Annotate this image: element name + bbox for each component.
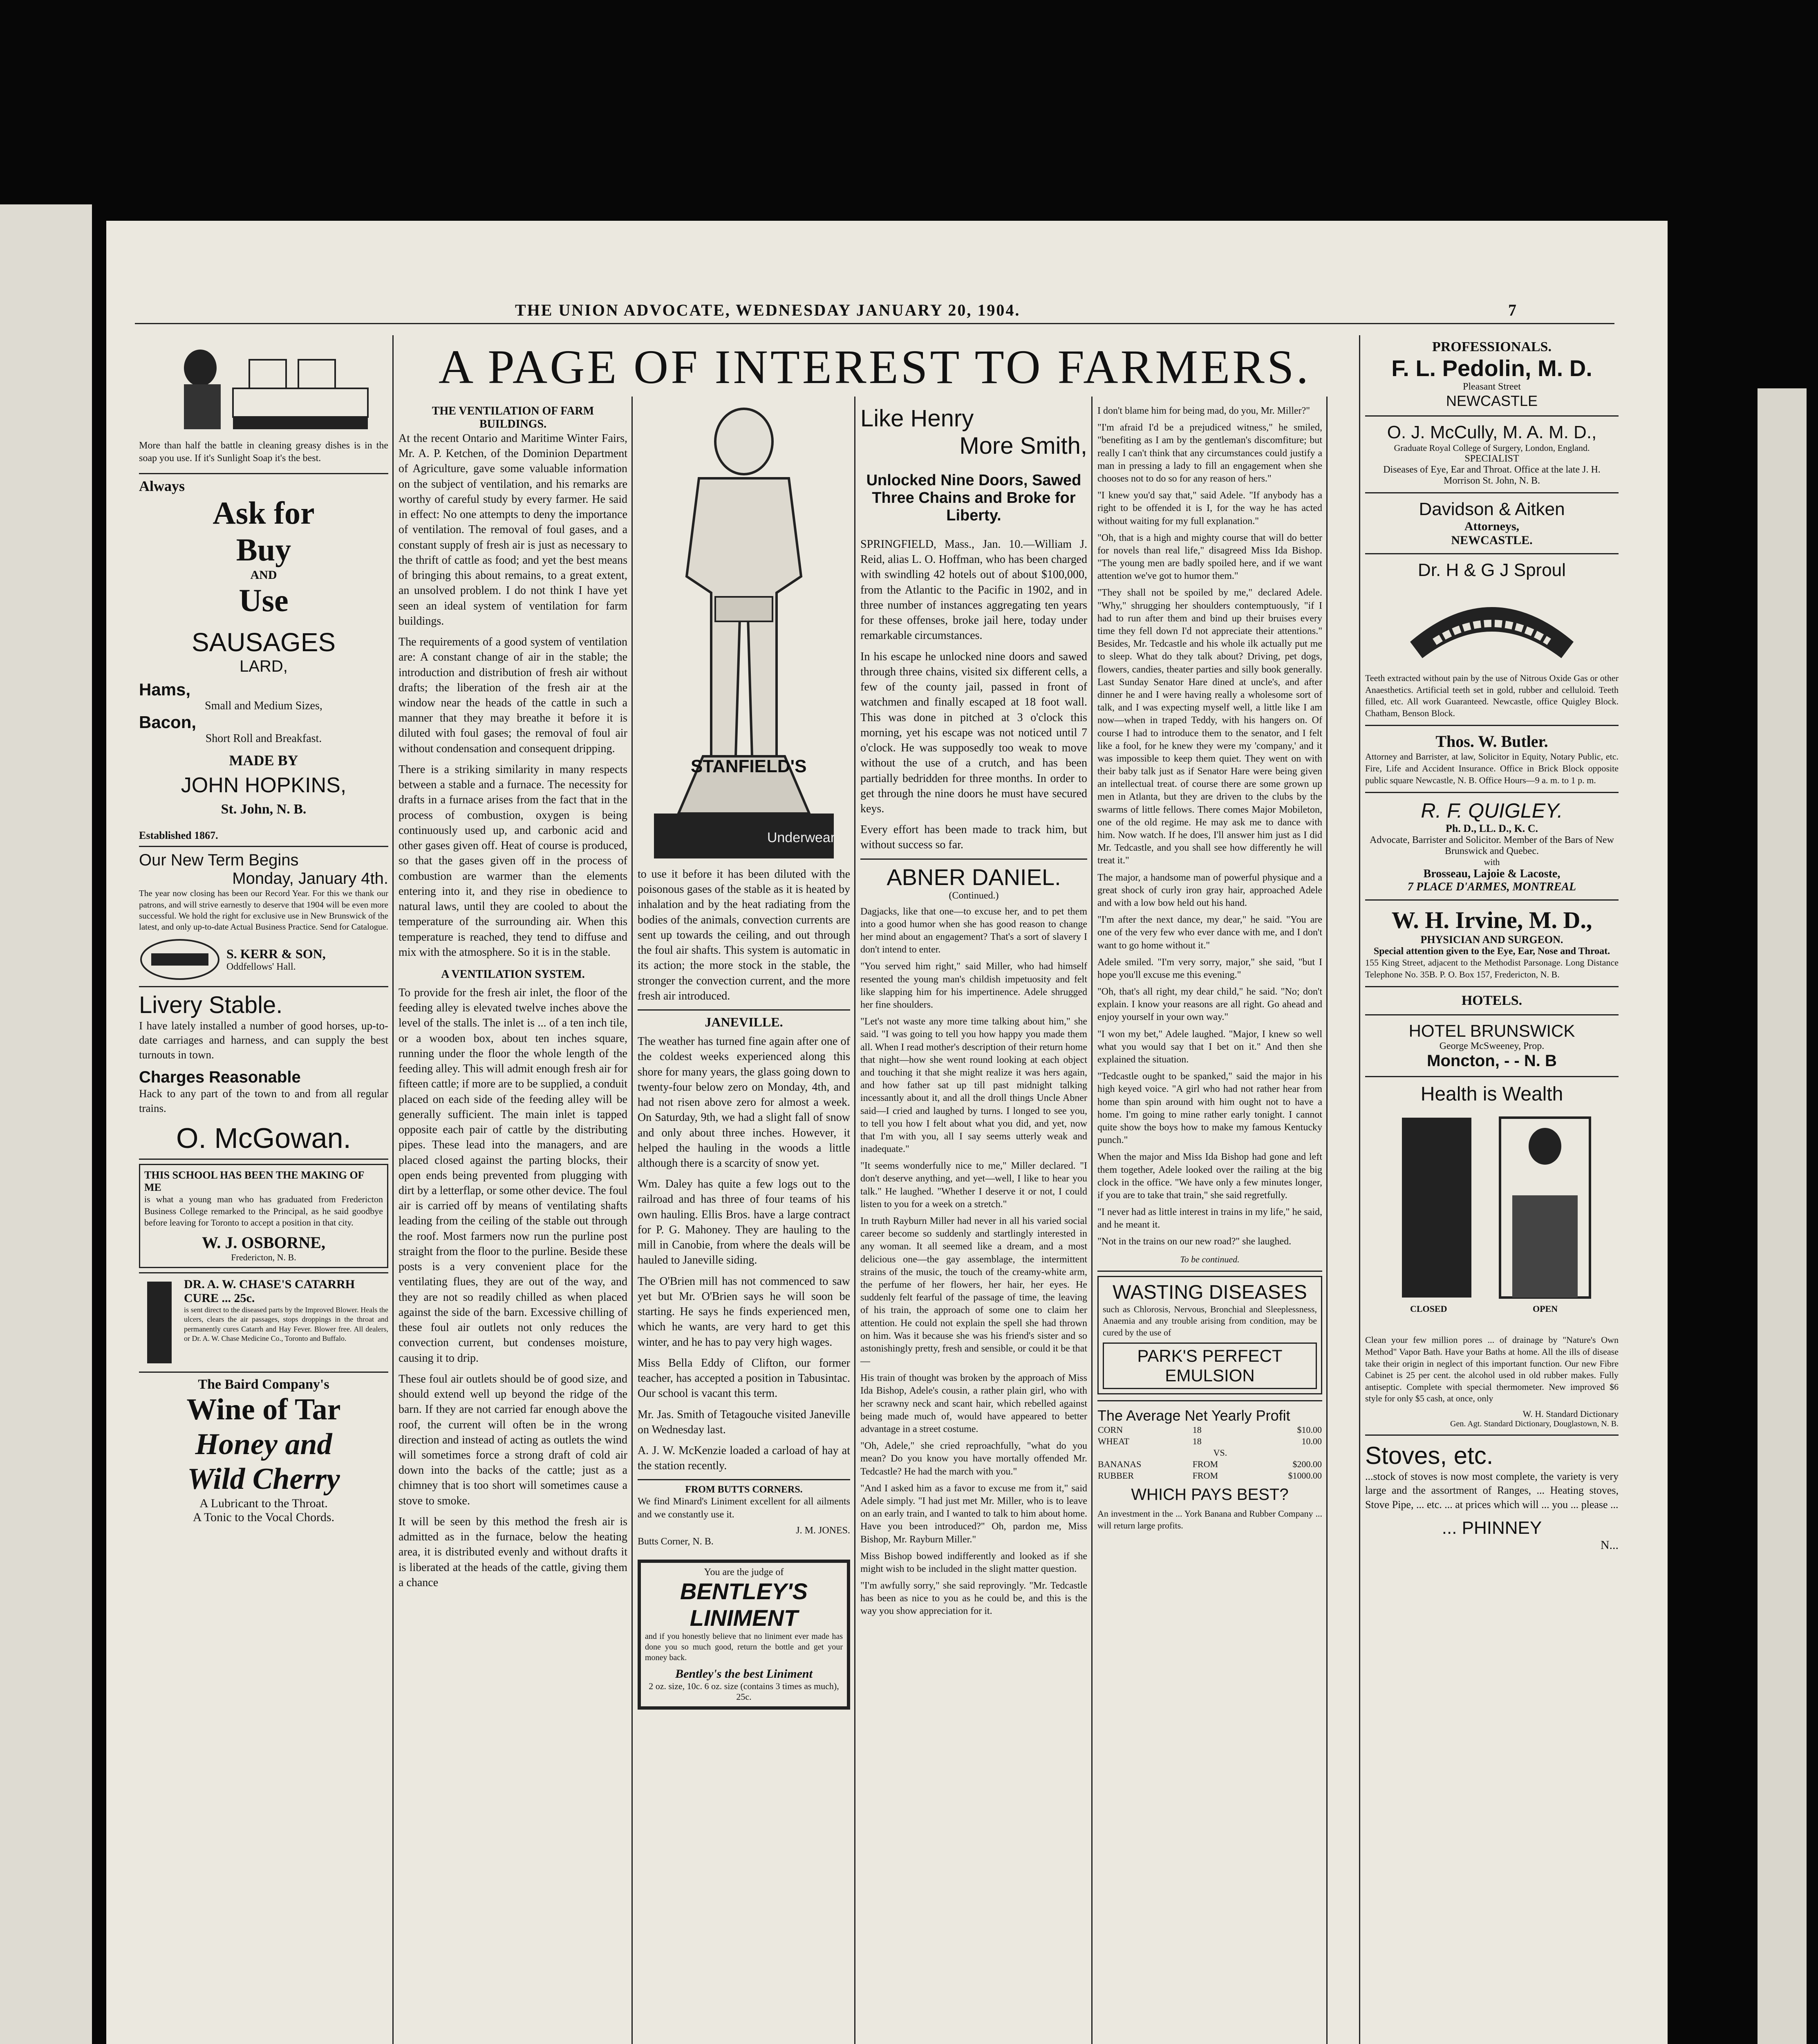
- profit-cell: 10.00: [1301, 1436, 1322, 1447]
- stoves-name: ... PHINNEY: [1442, 1517, 1542, 1538]
- kerr-block: [139, 937, 388, 982]
- hotels-heading: HOTELS.: [1461, 993, 1522, 1009]
- col-rule-3: [854, 397, 855, 2044]
- serial-sub: (Continued.): [949, 890, 999, 901]
- serial-p5: "You served him right," said Miller, who had himself resented the young man's childish impetuosity and felt like slapping him for his impertinence. Adele shrugged her fine shoulders.: [860, 961, 1087, 1010]
- profit-cell: RUBBER: [1098, 1470, 1134, 1481]
- newspaper-page: [106, 221, 1668, 2044]
- ventilation-heading: THE VENTILATION OF FARM BUILDINGS.: [432, 405, 594, 430]
- divider: [139, 1159, 388, 1160]
- profit-cell: CORN: [1098, 1425, 1123, 1435]
- table-row: [1097, 1470, 1322, 1481]
- col-rule-4: [1091, 397, 1093, 2044]
- story-c-p1: I don't blame him for being mad, do you, Mr. Miller?": [1097, 406, 1310, 416]
- underwear-illustration: [638, 405, 850, 863]
- divider: [1365, 492, 1619, 493]
- profit-cell: FROM: [1192, 1470, 1218, 1481]
- blower-illustration: [139, 1278, 180, 1367]
- janeville-heading: JANEVILLE.: [705, 1015, 783, 1030]
- vent-p2: The requirements of a good system of ventilation are: A constant change of air in the stable; the introduction and distribution of fresh air without drafts; the liberation of the fresh air at the window near the heads of the cattle in such a manner that they may breathe it before it is diluted with foul gases; the removal of foul air without condensation and consequent dripping.: [399, 636, 627, 755]
- hams: Hams,: [139, 680, 191, 699]
- divider: [139, 1372, 388, 1373]
- mccully-name: O. J. McCully, M. A. M. D.,: [1387, 422, 1597, 442]
- table-row: [1097, 1459, 1322, 1470]
- sunlight-text: More than half the battle in cleaning greasy dishes is in the soap you use. If it's Sunlight Soap it's the best.: [139, 440, 388, 464]
- kerr-name: S. KERR & SON,: [226, 946, 326, 961]
- washing-woman-illustration: [139, 335, 384, 437]
- butts-text: We find Minard's Liniment excellent for all ailments and we constantly use it.: [638, 1496, 850, 1520]
- col-rule-2: [631, 397, 633, 2044]
- story-p2: In his escape he unlocked nine doors and sawed through three chains, visited six different cells, a few of the county jail, passed in front of watchmen and finally escaped at 18 foot wall. This was done in pitched at 3 o'clock this morning, yet his escape was not noticed until 7 o'clock. He was supposedly too weak to move without the use of a crutch, and has been partially bedridden for three months. In order to get through the nine doors he must have secured keys.: [860, 650, 1087, 815]
- profit-cell: [1248, 1447, 1322, 1459]
- to-be-continued: To be continued.: [1180, 1254, 1240, 1264]
- butts-heading: FROM BUTTS CORNERS.: [685, 1484, 803, 1495]
- school-title: THIS SCHOOL HAS BEEN THE MAKING OF ME: [144, 1169, 364, 1194]
- chase-text: is sent direct to the diseased parts by the Improved Blower. Heals the ulcers, clears the air passages, stops droppings in the throat and permanently cures Catarrh and Hay Fever. Blower free. All dealers, or Dr. A. W. Chase Medicine Co., Toronto and Buffalo.: [184, 1305, 388, 1343]
- disease-title: WASTING DISEASES: [1113, 1281, 1307, 1303]
- health-text: Clean your few million pores ... of drainage by "Nature's Own Method" Vapor Bath. Have your Baths at home. All the ills of disease take their origin in neglect of this important function. Our new Fibre Cabinet is 25 per cent. the alcohol used in old rubber makes. Fully antiseptic. Complete with special thermometer. New improved $6 style for only $5 cash, at once, only: [1365, 1335, 1619, 1404]
- bath-cabinet-illustration: [1365, 1105, 1619, 1334]
- story-c-p9: "Oh, that's all right, my dear child," he said. "No; don't explain. I know your reasons are all right. Go ahead and enjoy yourself in your own way.": [1097, 986, 1322, 1023]
- lubricant: A Lubricant to the Throat.: [199, 1496, 328, 1510]
- divider: [1365, 725, 1619, 726]
- profit-cell: VS.: [1213, 1448, 1227, 1458]
- profit-cell: [1097, 1447, 1192, 1459]
- cabinet-image: [1365, 1105, 1619, 1318]
- bentley-price: 2 oz. size, 10c. 6 oz. size (contains 3 times as much), 25c.: [649, 1681, 839, 1702]
- serial-p8: In truth Rayburn Miller had never in all his varied social career become so suddenly and startlingly interested in any woman. It all seemed like a dream, and a most delicious one—the gay assemblage, the intermittent strains of the music, the touch of the creamy-white arm, the perfume of her flowers, her hair, her eyes. He suddenly felt fearful of the passage of time, the leaving of his train, the approach of some one to claim her attention. He could not explain the spell she had thrown on him. Was it because she was his friend's sister and so astonishingly pretty, fresh and sensible, or could it be that—: [860, 1216, 1087, 1367]
- story-title-2: More Smith,: [959, 433, 1087, 459]
- quigley-with: with: [1484, 857, 1500, 867]
- place-armes: 7 PLACE D'ARMES, MONTREAL: [1407, 881, 1576, 894]
- dentures-illustration: [1365, 580, 1619, 670]
- divider: [1365, 553, 1619, 554]
- table-row: [1097, 1424, 1322, 1436]
- maker-city: St. John, N. B.: [221, 802, 307, 817]
- story-title-1: Like Henry: [860, 405, 974, 432]
- page-banner: A PAGE OF INTEREST TO FARMERS.: [438, 340, 1311, 394]
- bacon-sub: Short Roll and Breakfast.: [205, 732, 322, 745]
- mcgowan: O. McGowan.: [176, 1122, 351, 1154]
- term-text: The year now closing has been our Record Year. For this we thank our patrons, and will strive earnestly to deserve that 1904 will be even more successful. We hold the right for exclusive use in New Brunswick of the latest, and only up-to-date Actual Business Practice. Send for Catalogue.: [139, 888, 389, 932]
- divider: [1365, 899, 1619, 901]
- serial-p4: Dagjacks, like that one—to excuse her, and to pet them into a good humor when she has good reason to change her mind about an engagement? That's a sort of slavery I don't intend to enter.: [860, 906, 1087, 955]
- bentley-text: and if you honestly believe that no liniment ever made has done you so much good, return the bottle and get your money back.: [645, 1632, 843, 1662]
- divider: [1097, 1271, 1322, 1272]
- irvine-title: PHYSICIAN AND SURGEON.: [1420, 934, 1563, 946]
- divider: [638, 1009, 850, 1011]
- made-by: MADE BY: [229, 752, 298, 769]
- profit-ad: [1097, 1407, 1322, 1531]
- story-c-p3: "I knew you'd say that," said Adele. "If anybody has a right to be offended it is I, for the way he has acted without waiting for my full explanation.": [1097, 490, 1322, 527]
- vent-p5: These foul air outlets should be of good size, and should extend well up beyond the ridge of the barn. If they are not carried far enough above the roof, the current will often be in the wrong direction and instead of acting as outlets the wind will sometimes force a strong draft of cold air down into the backs of the cattle; just as a chimney that is too short will sometimes cause a stove to smoke.: [399, 1372, 627, 1507]
- story-c-p12: When the major and Miss Ida Bishop had gone and left them together, Adele looked over the railing at the big clock in the office. "We have only a few minutes longer, if you are to take that train," she said regretfully.: [1097, 1152, 1322, 1201]
- brosseau: Brosseau, Lajoie & Lacoste,: [1423, 867, 1561, 881]
- sausages: SAUSAGES: [191, 628, 336, 657]
- stoves-text: ...stock of stoves is now most complete, the variety is very large and the assortment of Ranges, ... Heating stoves, Stove Pipe, ... etc. ... at prices which will ... you ... please ...: [1365, 1470, 1619, 1511]
- divider: [139, 1272, 388, 1273]
- mccully-sub: Graduate Royal College of Surgery, London, England.: [1394, 443, 1590, 453]
- vent-p3: There is a striking similarity in many respects between a stable and a furnace. The necessity for drafts in a furnace arises from the fact that in the process of combustion, oxygen is being continuously used up, and carbonic acid and other gases given off. Heat of course is produced, so that the gases given off in the process of combustion are warmer than the elements entering into it, and they rise in obedience to natural laws, until they are cooled to about the temperature of the surrounding air. When this temperature is reached, they tend to diffuse and mix with the atmosphere. So it is in the stable.: [399, 763, 627, 959]
- profit-cell: WHEAT: [1098, 1436, 1129, 1447]
- col-rule-1: [392, 335, 394, 2044]
- divider: [139, 986, 388, 987]
- butts-place: Butts Corner, N. B.: [638, 1536, 714, 1547]
- profit-table: [1097, 1424, 1322, 1481]
- ask-block: [139, 495, 388, 676]
- serial-p13: "I'm awfully sorry," she said reprovingly. "Mr. Tedcastle has been as nice to you as he could be, and this is the way you show appreciation for it.: [860, 1580, 1087, 1617]
- dealer-sub: Gen. Agt. Standard Dictionary, Douglastown, N. B.: [1450, 1419, 1619, 1428]
- story-c-p11: "Tedcastle ought to be spanked," said the major in his high keyed voice. "A girl who had not rather hear from home than spin around with him ought not to have a home. I'm going to mine rather early tonight. I cannot quite show the boys how to make my famous Kentucky punch.": [1097, 1071, 1322, 1146]
- specialist: SPECIALIST: [1464, 453, 1519, 464]
- story-c-p4: "Oh, that is a high and mighty course that will do better for novels than real life," disagreed Miss Ida Bishop. "The young men are badly spoiled here, and if we want attention we've got to humor them.": [1097, 532, 1322, 582]
- table-row: [1097, 1436, 1322, 1447]
- column-middle: [638, 405, 850, 1710]
- established: Established 1867.: [139, 829, 218, 842]
- story-c-p2: "I'm afraid I'd be a prejudiced witness," he smiled, "benefiting as I am by the gentleman's discomfiture; but really I can't think that any circumstances could justify a man in pressing a lady to fill an engagement when she chooses not to do so for any reason of hers.": [1097, 422, 1322, 484]
- open-label: OPEN: [1533, 1304, 1558, 1314]
- serial-p6: "Let's not waste any more time talking about him," she said. "I was going to tell you how happy you made them all. When I read mother's description of their return home that night—how she went round looking at each object and touching it that she might realize it was hers again, and how father sat up till past midnight talking incessantly about it, and all the droll things Uncle Abner said—I cried and laughed by turns. I longed to see you, to tell you how I felt about what you did, and yet, now that I'm with you, all I say seems utterly weak and inadequate.": [860, 1016, 1087, 1155]
- story-c-p6: The major, a handsome man of powerful physique and a great shock of curly iron gray hair, approached Adele and with a low bow held out his hand.: [1097, 872, 1322, 908]
- vent-p1: At the recent Ontario and Maritime Winter Fairs, Mr. A. P. Ketchen, of the Dominion Department of Agriculture, gave some valuable information on the subject of ventilation, and his remarks are worthy of careful study by every farmer. He said in effect: No one attempts to deny the importance of ventilation. The removal of foul gases, and a constant supply of fresh air is just as necessary to the thrift of cattle as food; and yet the best means of bringing this about remains, to a great extent, an unsolved problem. I do not think I have yet seen an ideal system of ventilation for farm buildings.: [399, 432, 627, 628]
- bentley-top: You are the judge of: [704, 1567, 784, 1578]
- baird-title: The Baird Company's: [198, 1376, 329, 1392]
- page-number: 7: [1508, 301, 1516, 319]
- column-ventilation: [399, 405, 627, 1596]
- story-p1: SPRINGFIELD, Mass., Jan. 10.—William J. Reid, alias L. O. Hoffman, who has been charged with swindling 42 hotels out of about $100,000, from the Atlantic to the Pacific in 1902, and in three number of instances aggregating ten years for these offenses, broke jail here, today under remarkable circumstances.: [860, 538, 1087, 642]
- buy: Buy: [236, 532, 291, 568]
- kerr-sub: Oddfellows' Hall.: [226, 961, 296, 972]
- butts-sign: J. M. JONES.: [796, 1525, 850, 1536]
- emulsion-ad: [1097, 1276, 1322, 1395]
- tonic: A Tonic to the Vocal Chords.: [193, 1510, 335, 1524]
- story-c-p13: "I never had as little interest in trains in my life," he said, and he meant it.: [1097, 1207, 1322, 1230]
- column-story-cont: [1097, 405, 1322, 1536]
- janeville-p5: Mr. Jas. Smith of Tetagouche visited Janeville on Wednesday last.: [638, 1408, 850, 1436]
- bentley-ad: [638, 1560, 850, 1710]
- story-c-p14: "Not in the trains on our new road?" she laughed.: [1097, 1236, 1292, 1247]
- dealer-name: W. H. Standard Dictionary: [1522, 1408, 1619, 1419]
- use: Use: [239, 583, 289, 619]
- butler-text: Attorney and Barrister, at law, Solicitor in Equity, Notary Public, etc. Fire, Life and Accident Insurance. Office in Brick Block opposite public square Newcastle, N. B. Office Hours—9 a. m. to 1 p. m.: [1365, 751, 1619, 785]
- term-date: Monday, January 4th.: [232, 870, 388, 888]
- serial-p10: "Oh, Adele," she cried reproachfully, "what do you mean? Do you know you have mortally offended Mr. Tedcastle? He had the march with you.": [860, 1441, 1087, 1477]
- and: AND: [250, 568, 277, 582]
- divider: [1365, 1076, 1619, 1077]
- underwear-ad: [638, 405, 850, 863]
- closed-label: CLOSED: [1410, 1304, 1447, 1314]
- school-sign: W. J. OSBORNE,: [202, 1233, 325, 1252]
- janeville-p4: Miss Bella Eddy of Clifton, our former teacher, has accepted a position in Tabusintac. Our school is vacant this term.: [638, 1356, 850, 1400]
- butler-name: Thos. W. Butler.: [1435, 732, 1548, 751]
- profit-cell: $1000.00: [1288, 1470, 1322, 1481]
- janeville-p3: The O'Brien mill has not commenced to saw yet but Mr. O'Brien says he will soon be starting. He says he finds experienced men, which he wants, are very hard to get this winter, and he has to pay very high wages.: [638, 1275, 850, 1349]
- story-c-p5: "They shall not be spoiled by me," declared Adele. "Why," shrugging her shoulders contemptuously, "if I had to run after them and bind up their bruises every time they fell down I'd not appreciate their attentions." Besides, Mr. Tedcastle and his whole ilk actually put me to sleep. What do they talk about? Driving, pet dogs, flowers, candies, theater parties and silly book generally. Last Sunday Senator Hare dined at uncle's, and after dinner he and I were having really a wholesome sort of talk, and I was expecting myself well, a little like I am now—when in traped Teddy, with his hangers on. Of course I had to introduce them to the senator, and I felt like a fool, for he knew they were my 'company,' and it was impossible to keep them quiet. They went on with their baby talk just as if Senator Hare were being given an intellectual treat. of course there are some grown up men in Atlanta, but they are driven to the clubs by the swarms of little fellows. There comes Major Mobileton, one of the old regime. He may ask me to dance with him. Now watch. If he does, I'll answer him just as I did Mr. Tedcastle, and you shall see how differently he will treat it.": [1097, 587, 1322, 866]
- irvine-special: Special attention given to the Eye, Ear, Nose and Throat.: [1373, 946, 1610, 957]
- profit-cell: FROM: [1192, 1459, 1218, 1470]
- pedolin-city: NEWCASTLE: [1446, 392, 1538, 409]
- moncton: Moncton, - - N. B: [1427, 1052, 1557, 1070]
- vent-p6: It will be seen by this method the fresh air is admitted as in the furnace, below the heating area, it is distributed evenly and without drafts it is liberated at the heads of the cattle, giving them a chance: [399, 1515, 627, 1589]
- livery-text: I have lately installed a number of good horses, up-to-date carriages and harness, and can supply the best turnouts in town.: [139, 1019, 388, 1061]
- column-professionals: [1365, 339, 1619, 1552]
- column-ads-left: [139, 335, 388, 1524]
- emulsion-name: PARK'S PERFECT EMULSION: [1103, 1342, 1317, 1389]
- school-place: Fredericton, N. B.: [231, 1252, 296, 1262]
- stoves-sub: N...: [1600, 1538, 1619, 1552]
- brunswick-prop: George McSweeney, Prop.: [1439, 1041, 1545, 1052]
- sunlight-ad: [139, 335, 388, 465]
- sproul-text: Teeth extracted without pain by the use of Nitrous Oxide Gas or other Anaesthetics. Artificial teeth set in gold, rubber and celluloid. Teeth filled, etc. All work Guaranteed. Newcastle, office Quigley Block. Chatham, Benson Block.: [1365, 673, 1619, 718]
- health-title: Health is Wealth: [1420, 1083, 1563, 1105]
- divider: [139, 473, 388, 474]
- lard: LARD,: [240, 657, 288, 676]
- divider: [1365, 792, 1619, 793]
- serial-p9: His train of thought was broken by the approach of Miss Ida Bishop, Adele's cousin, a rather plain girl, who with her scrawny neck and scant hair, which rebelled against being made much of, would have appeared to better advantage in a street costume.: [860, 1373, 1087, 1434]
- divider: [638, 1479, 850, 1480]
- hams-sub: Small and Medium Sizes,: [205, 699, 322, 713]
- vent-subhead: A VENTILATION SYSTEM.: [441, 968, 585, 981]
- profit-question: WHICH PAYS BEST?: [1131, 1486, 1289, 1504]
- hack-text: Hack to any part of the town to and from all regular trains.: [139, 1087, 388, 1115]
- header-rule: [135, 323, 1614, 324]
- serial-title: ABNER DANIEL.: [887, 864, 1061, 890]
- col-rule-5: [1326, 397, 1328, 2044]
- term-title: Our New Term Begins: [139, 851, 299, 870]
- divider: [139, 846, 388, 847]
- disease-text: such as Chlorosis, Nervous, Bronchial and Sleeplessness, Anaemia and any trouble arising from condition, may be cured by the use of: [1103, 1304, 1317, 1338]
- brunswick-name: HOTEL BRUNSWICK: [1408, 1021, 1575, 1041]
- attorneys: Attorneys,: [1464, 520, 1520, 533]
- story-c-p7: "I'm after the next dance, my dear," he said. "You are one of the very few who ever dance with me, and I don't want to go home without it.": [1097, 914, 1322, 951]
- wine-line-1: Wine of Tar: [186, 1392, 341, 1426]
- serial-p12: Miss Bishop bowed indifferently and looked as if she might wish to be included in the slight matter question.: [860, 1551, 1087, 1574]
- story-c-p10: "I won my bet," Adele laughed. "Major, I knew so well what you would say that I bet on it." And then she explained the situation.: [1097, 1029, 1322, 1065]
- janeville-p1: The weather has turned fine again after one of the coldest weeks experienced along this shore for many years, the glass going down to twenty-four below zero on Monday, 4th, and had not risen above zero for almost a week. On Saturday, 9th, we had a slight fall of snow and only about three inches. However, it helped the hauling in the woods a little although there is a scarcity of snow yet.: [638, 1035, 850, 1170]
- col-rule-6: [1359, 335, 1360, 2044]
- quigley-name: R. F. QUIGLEY.: [1421, 799, 1563, 823]
- bentley-tag: Bentley's the best Liniment: [675, 1667, 813, 1681]
- bacon: Bacon,: [139, 713, 197, 732]
- divider: [1097, 1400, 1322, 1401]
- wine-line-2: Honey and: [195, 1427, 332, 1461]
- pedolin-name: F. L. Pedolin, M. D.: [1391, 355, 1592, 381]
- janeville-p6: A. J. W. McKenzie loaded a carload of hay at the station recently.: [638, 1444, 850, 1472]
- profit-cell: $200.00: [1292, 1459, 1322, 1470]
- column-story: [860, 405, 1087, 1622]
- wine-line-3: Wild Cherry: [187, 1462, 340, 1496]
- ask-for: Ask for: [213, 495, 315, 531]
- davidson-name: Davidson & Aitken: [1419, 499, 1565, 519]
- livery-title: Livery Stable.: [139, 991, 283, 1018]
- profit-cell: $10.00: [1297, 1425, 1322, 1435]
- story-c-p8: Adele smiled. "I'm very sorry, major," she said, "but I hope you'll excuse me this evening.": [1097, 957, 1322, 980]
- serial-p11: "And I asked him as a favor to excuse me from it," said Adele simply. "I had just met Mr. Miller, who is to leave on an early train, and I wanted to talk to him about home. Have you been introduced?" Oh, pardon me, Miss Bishop, Mr. Rayburn Miller.": [860, 1483, 1087, 1545]
- profit-title: The Average Net Yearly Profit: [1097, 1407, 1290, 1424]
- serial-p7: "It seems wonderfully nice to me," Miller declared. "I don't deserve anything, and yet—well, I like to hear you talk." He laughed. "Whether I deserve it or not, I could listen to you for a week on a stretch.": [860, 1161, 1087, 1210]
- divider: [1365, 415, 1619, 417]
- vent-p4: To provide for the fresh air inlet, the floor of the feeding alley is elevated twelve inches above the level of the stalls. The inlet is ... of a ten inch tile, or a wooden box, about ten inches square, running under the floor the whole length of the feeding alley. This will admit enough fresh air for fifteen cattle; if more are to be supplied, a conduit placed on each side of the feeding alley will be generally sufficient. The main inlet is tapped opposite each pair of cattle by the distributing pipes. These lead into the managers, and are placed closed against the parting blocks, their open ends being prevented from plugging with dirt by a letterflap, or some other device. The foul air is carried off by means of ventilating shafts leading from the ceiling of the stable out through the roof. Most farmers now run the purline post straight from the floor to the purline. Beside these posts is a very convenient place for the ventilating flues, they are out of the way, and they are not so readily chilled as when placed against the side of the barn. Excessive chilling of these foul air outlets not only reduces the convection current, but condenses moisture, causing it to drip.: [399, 986, 627, 1365]
- profit-cell: 18: [1192, 1436, 1202, 1447]
- divider: [1365, 1434, 1619, 1436]
- table-row: [1097, 1447, 1322, 1459]
- school-ad: [139, 1164, 388, 1268]
- davidson-city: NEWCASTLE.: [1451, 533, 1533, 547]
- story-p3: Every effort has been made to track him, but without success so far.: [860, 823, 1087, 852]
- divider: [1365, 986, 1619, 987]
- business-college-logo: [139, 937, 221, 982]
- always-label: Always: [139, 478, 185, 495]
- irvine-text: 155 King Street, adjacent to the Methodist Parsonage. Long Distance Telephone No. 35B. P. O. Box 157, Fredericton, N. B.: [1365, 957, 1619, 979]
- charges: Charges Reasonable: [139, 1068, 301, 1087]
- stanfield-label: STANFIELD'S: [691, 756, 807, 776]
- bentley-name: BENTLEY'S LINIMENT: [680, 1578, 808, 1631]
- quigley-text: Advocate, Barrister and Solicitor. Member of the Bars of New Brunswick and Quebec.: [1370, 835, 1614, 857]
- vent-continued: to use it before it has been diluted with the poisonous gases of the stable as it is heated by inhalation and by the heat radiating from the bodies of the animals, convection currents are sent up towards the ceiling, and out through the foul air shafts. This system is automatic in its action; the more stock in the stable, the stronger the convection current, and the more fresh air introduced.: [638, 868, 850, 1002]
- school-text: is what a young man who has graduated from Fredericton Business College remarked to the Principal, as he said goodbye before leaving for Toronto to accept a position in that city.: [144, 1194, 383, 1228]
- stoves-title: Stoves, etc.: [1365, 1441, 1493, 1469]
- chase-title: DR. A. W. CHASE'S CATARRH CURE ... 25c.: [184, 1277, 355, 1305]
- irvine-name: W. H. Irvine, M. D.,: [1391, 907, 1592, 934]
- story-subhead: Unlocked Nine Doors, Sawed Three Chains and Broke for Liberty.: [866, 472, 1081, 524]
- specialist-text: Diseases of Eye, Ear and Throat. Office at the late J. H. Morrison St. John, N. B.: [1383, 464, 1601, 486]
- janeville-p2: Wm. Daley has quite a few logs out to the railroad and has three of four teams of his own hauling. Ellis Bros. have a large contract for P. G. Mahoney. They are hauling to the mill in Canobie, from where the deals will be hauled to Janeville siding.: [638, 1178, 850, 1267]
- divider: [860, 858, 1087, 860]
- adjacent-page-right: [1758, 388, 1807, 2044]
- profit-cell: 18: [1192, 1425, 1202, 1435]
- profit-cell: BANANAS: [1098, 1459, 1142, 1470]
- chase-ad: [139, 1278, 388, 1367]
- underwear-label: Underwear: [767, 830, 835, 845]
- sproul-name: Dr. H & G J Sproul: [1418, 560, 1566, 580]
- profit-text: An investment in the ... York Banana and Rubber Company ... will return large profits.: [1097, 1508, 1322, 1531]
- maker-name: JOHN HOPKINS,: [181, 773, 347, 798]
- quigley-title: Ph. D., LL. D., K. C.: [1445, 823, 1538, 835]
- adjacent-page-left: [0, 204, 92, 2044]
- masthead-title: THE UNION ADVOCATE, WEDNESDAY JANUARY 20, 1904.: [515, 301, 1021, 319]
- divider: [1365, 1014, 1619, 1015]
- professionals-heading: PROFESSIONALS.: [1432, 339, 1552, 354]
- pedolin-street: Pleasant Street: [1463, 381, 1521, 392]
